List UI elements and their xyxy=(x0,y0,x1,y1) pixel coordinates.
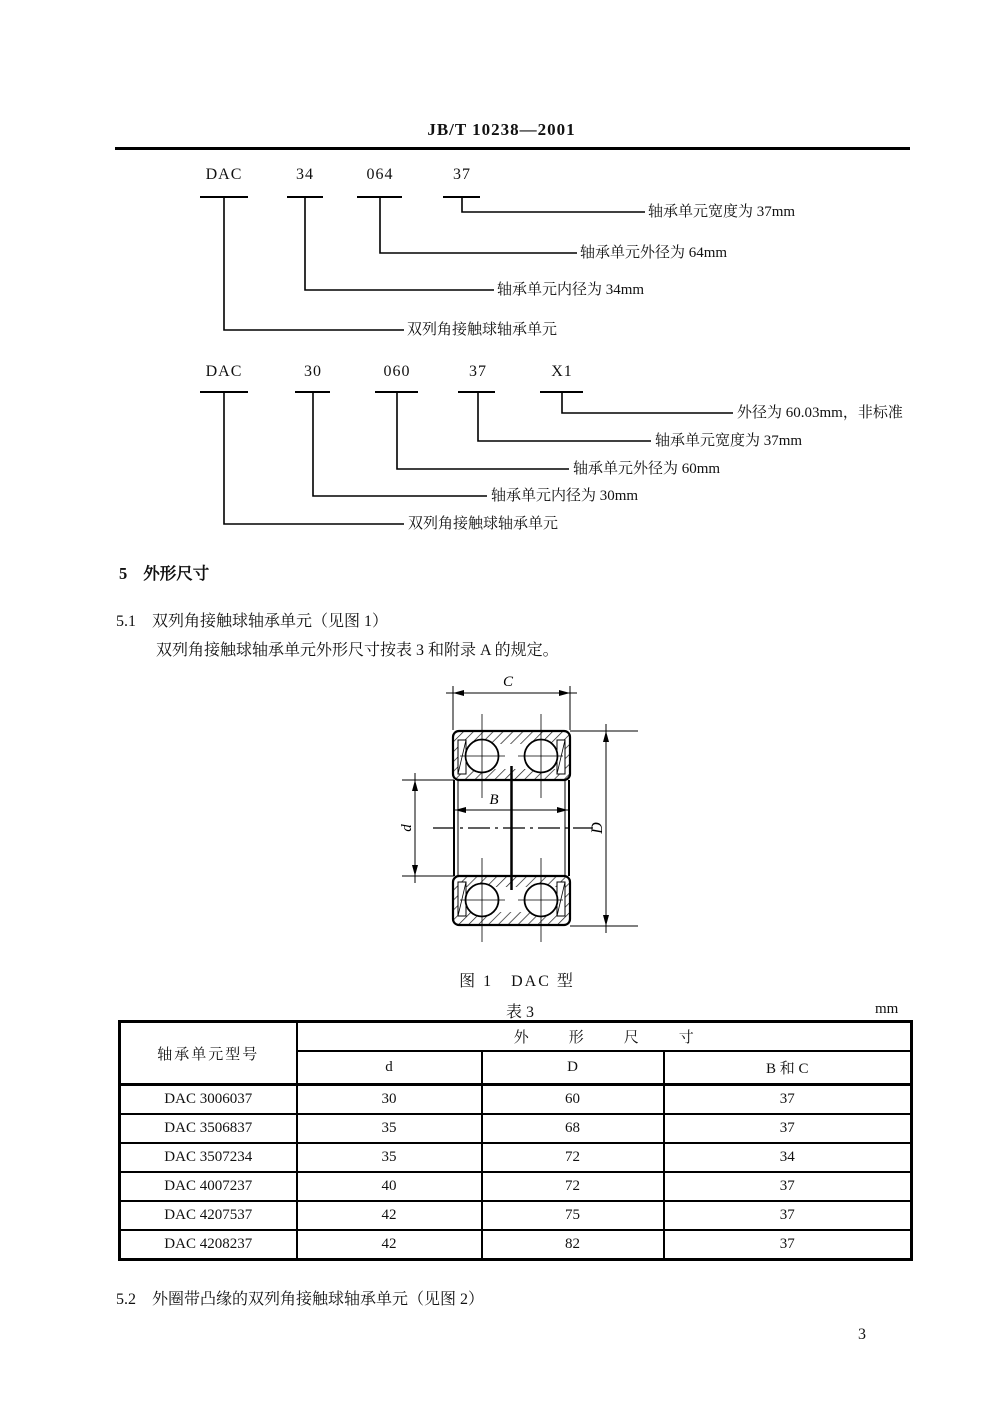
cell-bc: 34 xyxy=(664,1143,912,1172)
section-5-number: 5 xyxy=(119,564,128,583)
column-header-model: 轴承单元型号 xyxy=(120,1022,297,1085)
header-rule xyxy=(115,147,910,150)
designation-lines-2 xyxy=(0,358,1003,540)
section-5-heading xyxy=(119,560,209,584)
label-inner-diameter: 轴承单元内径为 34mm xyxy=(497,282,645,298)
section-5-2-heading xyxy=(116,1286,484,1309)
column-header-b-and-c: B 和 C xyxy=(664,1051,912,1085)
cell-bc: 37 xyxy=(664,1085,912,1115)
label-outer-diameter: 轴承单元外径为 60mm xyxy=(573,461,721,477)
table-3 xyxy=(118,1020,913,1261)
column-header-D: D xyxy=(482,1051,664,1085)
section-5-1-title: 双列角接触球轴承单元（见图 1） xyxy=(152,613,389,630)
label-nonstandard-od: 外径为 60.03mm，非标准 xyxy=(737,405,903,421)
label-bearing-type: 双列角接触球轴承单元 xyxy=(407,322,558,338)
dim-label-B: B xyxy=(489,792,499,808)
cell-model: DAC 3506837 xyxy=(120,1114,297,1143)
figure-1-bearing-drawing xyxy=(388,668,660,968)
table-row xyxy=(120,1143,912,1172)
code-prefix: DAC xyxy=(205,166,243,183)
code-od: 064 xyxy=(366,166,394,183)
code-width: 37 xyxy=(469,363,487,380)
table-row xyxy=(120,1114,912,1143)
cell-D: 72 xyxy=(482,1172,664,1201)
label-outer-diameter: 轴承单元外径为 64mm xyxy=(580,245,728,261)
designation-diagram-1 xyxy=(0,160,1003,345)
table-row xyxy=(120,1085,912,1115)
cell-D: 68 xyxy=(482,1114,664,1143)
cell-d: 35 xyxy=(297,1114,482,1143)
cell-bc: 37 xyxy=(664,1201,912,1230)
code-bore: 30 xyxy=(304,363,322,380)
dim-label-d: d xyxy=(399,824,415,832)
section-5-2-title: 外圈带凸缘的双列角接触球轴承单元（见图 2） xyxy=(152,1291,485,1308)
table-3-caption: 表 3 xyxy=(505,1004,534,1021)
cell-model: DAC 4207537 xyxy=(120,1201,297,1230)
section-5-1-number: 5.1 xyxy=(116,613,136,630)
table-row xyxy=(120,1201,912,1230)
cell-model: DAC 4208237 xyxy=(120,1230,297,1260)
cell-d: 35 xyxy=(297,1143,482,1172)
cell-D: 75 xyxy=(482,1201,664,1230)
section-5-1-heading xyxy=(116,608,388,631)
section-5-title: 外形尺寸 xyxy=(143,564,210,583)
column-group-header-dimensions: 外形尺寸 xyxy=(297,1022,912,1052)
label-inner-diameter: 轴承单元内径为 30mm xyxy=(491,488,639,504)
code-bore: 34 xyxy=(296,166,314,183)
designation-lines-1 xyxy=(0,160,1003,345)
cell-model: DAC 3507234 xyxy=(120,1143,297,1172)
cell-bc: 37 xyxy=(664,1172,912,1201)
column-header-d: d xyxy=(297,1051,482,1085)
section-5-1-body: 双列角接触球轴承单元外形尺寸按表 3 和附录 A 的规定。 xyxy=(156,642,559,659)
standard-code: JB/T 10238—2001 xyxy=(427,120,576,139)
figure-1-caption: 图 1 DAC 型 xyxy=(459,973,575,990)
designation-diagram-2 xyxy=(0,358,1003,540)
cell-bc: 37 xyxy=(664,1230,912,1260)
cell-d: 42 xyxy=(297,1230,482,1260)
table-row xyxy=(120,1172,912,1201)
code-prefix: DAC xyxy=(205,363,243,380)
label-width: 轴承单元宽度为 37mm xyxy=(655,433,803,449)
cell-D: 60 xyxy=(482,1085,664,1115)
label-bearing-type: 双列角接触球轴承单元 xyxy=(408,516,559,532)
cell-d: 30 xyxy=(297,1085,482,1115)
table-3-unit: mm xyxy=(875,1001,899,1017)
cell-bc: 37 xyxy=(664,1114,912,1143)
code-od: 060 xyxy=(383,363,411,380)
cell-D: 72 xyxy=(482,1143,664,1172)
cell-D: 82 xyxy=(482,1230,664,1260)
code-width: 37 xyxy=(453,166,471,183)
cell-model: DAC 4007237 xyxy=(120,1172,297,1201)
cell-d: 40 xyxy=(297,1172,482,1201)
dim-label-C: C xyxy=(502,674,514,690)
code-suffix: X1 xyxy=(551,363,573,380)
dim-label-D: D xyxy=(589,822,606,834)
table-row xyxy=(120,1230,912,1260)
cell-model: DAC 3006037 xyxy=(120,1085,297,1115)
cell-d: 42 xyxy=(297,1201,482,1230)
page-number: 3 xyxy=(858,1326,866,1343)
label-width: 轴承单元宽度为 37mm xyxy=(648,204,796,220)
section-5-2-number: 5.2 xyxy=(116,1291,136,1308)
